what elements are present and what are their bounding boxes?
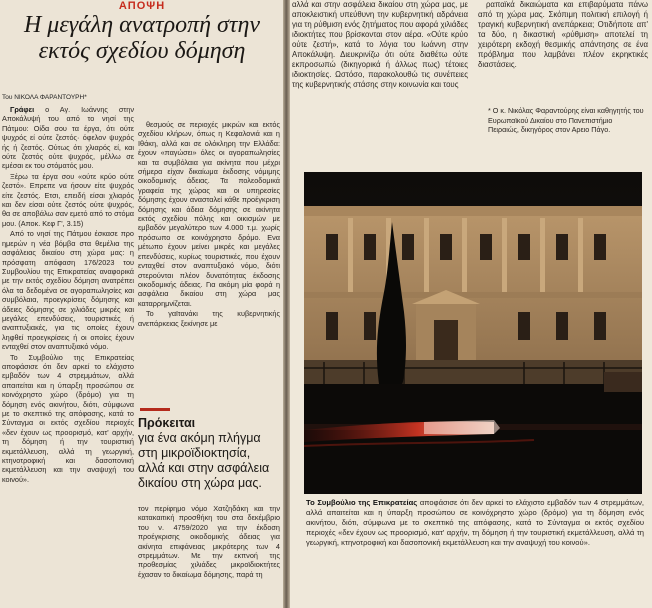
paragraph: [2, 105, 134, 171]
pull-quote-lead: Πρόκειται: [138, 416, 196, 430]
section-label: ΑΠΟΨΗ: [118, 0, 166, 12]
paragraph: [2, 172, 134, 228]
article-headline: Η μεγάλη ανατροπή στην εκτός σχεδίου δόμηση: [23, 12, 261, 64]
paragraph-text: Από το νησί της Πάτμου έσκασε προ ημερών η νέα βόμβα στα θεμέλια της ασφάλειας δικαίου στη χώρα μας: η πρόσφατη απόφαση 176/2023 του Συμβουλίου της Επικρατείας αναφορικά με την εκτός σχεδίου δόμηση ανατρέπει όλα τα δεδομένα σε αγοραπωλησίες και συμβόλαια, προεγκρίσεις δόμησης και άδειες δόμησης σε χιλιάδες μικρές και μεγάλες επενδύσεις, τουριστικές ή αναπτυξιακές, για τις οποίες έχουν ληφθεί προεγκρίσεις ή οι οποίες έχουν ενταχθεί στον αναπτυξιακό νόμο.: [2, 229, 134, 352]
drop-lead: Γράφει: [10, 105, 35, 114]
left-newspaper-page: [0, 0, 284, 608]
pull-quote-rule: [140, 408, 170, 411]
paragraph: τον περίφημο νόμο Χατζηδάκη και την κατακαιτική προσθήκη του στα δεκέμβριο του ν. 4759/2020 για την έκδοση προέγκρισης οικοδομικής άδειας για ακίνητα επιφάνειας μικρότερης των 4 στρεμμάτων. Με την εκπνοή της προθεσμίας χιλιάδες μικροϊδιοκτήτες έχασαν το δικαίωμα δόμησης, παρά τη: [138, 504, 280, 579]
paragraph: Το γαϊτανάκι της κυβερνητικής ανεπάρκειας ξεκίνησε με: [138, 309, 280, 328]
article-column-2: [138, 120, 280, 410]
paragraph-text: ο Αγ. Ιωάννης στην Αποκάλυψή του από το νησί της Πάτμου: Οίδα σου τα έργα, ότι ούτε ψυχρός εί ούτε ζεστός· όφελον ψυχρός ής ή ζεστός. Ούτως ότι χλιαρός εί, και ούτε ζεστός ούτε ψυχρός, μέλλω σε εμέσαι εκ του στόματός μου.: [2, 105, 134, 171]
pull-quote: [138, 416, 280, 491]
right-newspaper-page: [290, 0, 652, 608]
article-column-3: [292, 0, 468, 166]
caption-text: αποφάσισε ότι δεν αρκεί το ελάχιστο εμβαδόν των 4 στρεμμάτων, αλλά απαιτείται και η ύπαρξη προσώπου σε κοινόχρηστο χώρο (δρόμο) για τη δόμηση ενός ακινήτου, διότι, σύμφωνα με το σκεπτικό της απόφασης, κατά το Σύνταγμα οι εκτός σχεδίου περιοχές «δεν έχουν ως προορισμό, κατ' αρχήν, τη δόμηση ή την τουριστική εκμετάλλευση, αλλά τη γεωργική, κτηνοτροφική και δασοπονική εκμετάλλευση και την αναψυχή του κοινού».: [306, 498, 644, 547]
article-column-1: [2, 105, 134, 608]
article-column-4: [478, 0, 648, 100]
author-note: * Ο κ. Νικόλας Φαραντούρης είναι καθηγητής του Ευρωπαϊκού Δικαίου στο Πανεπιστήμιο Πειραιώς, δικηγόρος στον Αρειο Πάγο.: [488, 106, 644, 135]
building-night-illustration: [304, 172, 642, 494]
paragraph: ραπαϊκά δικαιώματα και επιβαρύματα πάνω από τη χώρα μας. Σκόπιμη πολιτική επιλογή ή τραγική κυβερνητική ανεπάρκεια; Οτιδήποτε απ' τα δύο, η δικαστική «ρύθμιση» αποτελεί τη χειρότερη εκδοχή θεσμικής απάντησης σε ένα πρόβλημα που λαμβάνει πλέον εκρηκτικές διαστάσεις.: [478, 0, 648, 69]
byline: Του ΝΙΚΟΛΑ ΦΑΡΑΝΤΟΥΡΗ*: [2, 94, 87, 101]
photo-caption: [306, 498, 644, 548]
paragraph: θεσμούς σε περιοχές μικρών και εκτός σχεδίου κλήρων, όπως η Κεφαλονιά και η Ιθάκη, αλλά και σε ολόκληρη την Ελλάδα: έχουν «παγώσει» όλες οι αγοραπωλησίες και τα συμβόλαια για ακίνητα που μέχρι σήμερα είχαν δικαίωμα έκδοσης νόμιμης οικοδομικής άδειας. Τα πολεοδομικά γραφεία της χώρας και οι υπηρεσίες δόμησης έχουν ανασταλεί κάθε προέγκριση δόμησης και άδεια δόμησης σε ακίνητα εκτός σχεδίου πόλης και οικισμών με εμβαδόν μεγαλύτερο των 4.000 τ.μ. χωρίς πρόσωπο σε κοινόχρηστο δρόμο. Ενα μέτωπο έχουν μείνει μικρές και μεγάλες επενδύσεις, κυρίως τουριστικές, που έχουν ενταχθεί στον αναπτυξιακό νόμο, διότι στερούνται πλέον δυνατότητας έκδοσης οικοδομικής άδειας. Για ακόμη μία φορά η ασφάλεια δικαίου στη χώρα μας καταρρημνίζεται.: [138, 120, 280, 308]
paragraph-text: Το Συμβούλιο της Επικρατείας αποφάσισε ότι δεν αρκεί το ελάχιστο εμβαδόν των 4 στρεμμάτων, αλλά απαιτείται και η ύπαρξη προσώπου σε κοινόχρηστο χώρο (δρόμο) για τη δόμηση ενός ακινήτου, διότι, σύμφωνα με το σκεπτικό της απόφασης, κατά το Σύνταγμα οι εκτός σχεδίου περιοχές «δεν έχουν ως προορισμό, κατ' αρχήν, τη δόμηση ή την τουριστική εκμετάλλευση, αλλά τη γεωργική, κτηνοτροφική και δασοπονική εκμετάλλευση και την αναψυχή του κοινού».: [2, 352, 134, 484]
paragraph: [2, 229, 134, 351]
paragraph: αλλά και στην ασφάλεια δικαίου στη χώρα μας, με αποκλειστική υπεύθυνη την κυβερνητική αδράνεια για τη ρύθμιση ενός ζητήματος που αφορά χιλιάδες ιδιοκτήτες που βρίσκονται στον αέρα. «Ούτε κρύο ούτε ζεστή», κατά το λόγια του Ιωάννη στην Αποκάλυψη. Διευκρινίζω ότι ούτε διαθέτω ούτε εκπροσωπώ (δικηγορικά ή άλλως πως) τέτοιες ιδιοκτησίες. Ωστόσο, παρακολουθώ τις συνέπειες της κυβερνητικής στάσης στην κοινωνία και τους: [292, 0, 468, 89]
council-of-state-photo: [304, 172, 642, 494]
caption-lead: Το Συμβούλιο της Επικρατείας: [306, 498, 418, 507]
article-column-2-continued: [138, 504, 280, 608]
paragraph: [2, 353, 134, 485]
paragraph-text: Ξέρω τα έργα σου «ούτε κρύο ούτε ζεστό». Επρεπε να ήσουν είτε ψυχρός είτε ζεστός. Ετσι, επειδή είσαι χλιαρός και δεν είσαι ούτε ζεστός ούτε ψυχρός, θα σε αποβάλω σαν εμετό από το στόμα μου. (Αποκ. Κεφ Γ', 3.15): [2, 171, 134, 228]
pull-quote-text: για ένα ακόμη πλήγμα στη μικροϊδιοκτησία, αλλά και στην ασφάλεια δικαίου στη χώρα μας.: [138, 431, 270, 490]
